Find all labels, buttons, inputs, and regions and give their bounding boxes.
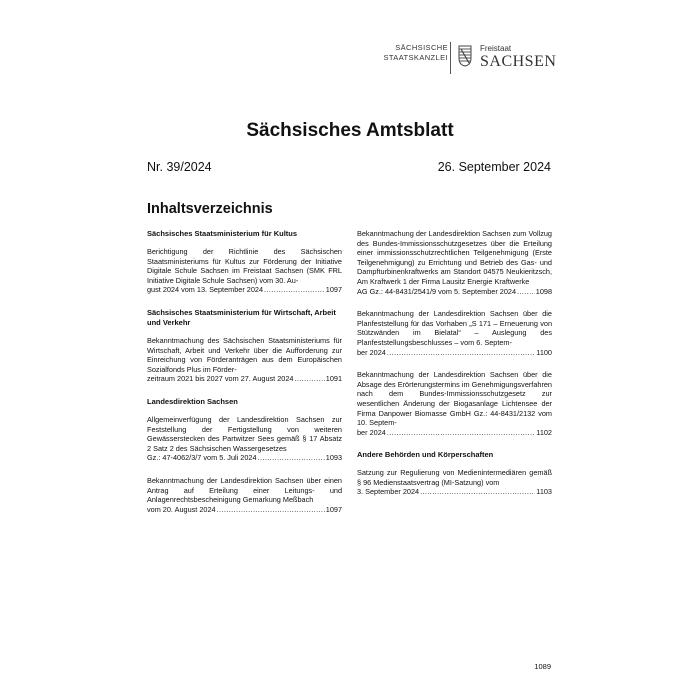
toc-entry-text: Allgemeinverfügung der Landesdirektion Sachsen zur Feststellung der Fertigstellung von weiteren Gewässerstecken des Partwitzer Sees gemäß § 17 Absatz 2 Satz 2 des Sächsischen Wassergesetzes [147, 414, 342, 453]
toc-section-heading: Sächsisches Staatsministerium für Wirtschaft, Arbeit und Verkehr [147, 307, 336, 327]
toc-entry-text: Satzung zur Regulierung von Medienintermediären gemäß § 96 Medienstaatsvertrag (MI-Satzung) vom [357, 468, 552, 487]
toc-entry [357, 229, 552, 296]
dot-leader [420, 487, 535, 497]
toc-entry-leader [357, 287, 552, 297]
toc-entry-page: 1093 [325, 453, 342, 463]
dot-leader [217, 505, 325, 515]
toc-entry-text: Bekanntmachung der Landesdirektion Sachsen über einen Antrag auf Erteilung einer Leitungs- und Anlagenrechtsbescheinigung Gemarkung Meßbach [147, 475, 342, 505]
toc-left-column [147, 229, 342, 527]
toc-right-column [357, 229, 552, 510]
dot-leader [294, 374, 324, 384]
toc-section-heading: Landesdirektion Sachsen [147, 396, 238, 406]
toc-entry-leader [357, 487, 552, 497]
toc-entry [147, 415, 342, 463]
toc-entry-leader [357, 428, 552, 438]
publisher-logo [383, 42, 558, 76]
toc-entry-leader [357, 348, 552, 358]
staatskanzlei-line-2: STAATSKANZLEI [383, 53, 448, 62]
toc-entry-page: 1091 [325, 374, 342, 384]
toc-entry-text-end: Gz.: 47-4062/3/7 vom 5. Juli 2024 [147, 453, 257, 463]
toc-entry-text: Bekanntmachung des Sächsischen Staatsministeriums für Wirtschaft, Arbeit und Verkehr über die Aufforderung zur Einreichung von Förderanträgen aus dem Europäischen Sozialfonds Plus im Förder- [147, 335, 342, 374]
toc-entry-page: 1097 [325, 285, 342, 295]
toc-entry [357, 370, 552, 437]
toc-entry-leader [147, 453, 342, 463]
issue-number: Nr. 39/2024 [147, 160, 212, 174]
logo-divider [450, 42, 451, 74]
toc-entry [147, 247, 342, 295]
dot-leader [517, 287, 535, 297]
toc-entry-text-end: AG Gz.: 44-8431/2541/9 vom 5. September 2024 [357, 286, 517, 296]
dot-leader [387, 348, 535, 358]
freistaat-sachsen-wordmark [480, 44, 556, 70]
toc-entry-text: Bekanntmachung der Landesdirektion Sachsen über die Planfeststellung für das Vorhaben „S 171 – Erneuerung von Stützwänden im Bielatal“ – Auslegung des Planfeststellungsbeschlusses – vom 6. Septem- [357, 309, 552, 347]
toc-entry-text: Bekanntmachung der Landesdirektion Sachsen über die Absage des Erörterungstermins im Genehmigungsverfahren nach dem Bundes-Immissionsschutzgesetz zur wesentlichen Änderung der Biogasanlage Lichtensee der Firma Danpower Biomasse GmbH Gz.: 44-8431/2132 vom 10. Septem- [357, 370, 552, 428]
issue-date: 26. September 2024 [437, 160, 551, 174]
page-number: 1089 [534, 662, 551, 671]
toc-entry-leader [147, 374, 342, 384]
toc-entry-page: 1102 [536, 427, 552, 437]
toc-entry-text-end: gust 2024 vom 13. September 2024 [147, 285, 264, 295]
toc-entry-text-end: 3. September 2024 [357, 487, 420, 497]
toc-entry-text-end: zeitraum 2021 bis 2027 vom 27. August 2024 [147, 374, 294, 384]
toc-entry [147, 336, 342, 384]
toc-entry [147, 476, 342, 514]
toc-entry [357, 309, 552, 357]
toc-entry-text: Bekanntmachung der Landesdirektion Sachsen zum Vollzug des Bundes-Immissionsschutzgesetzes über die Erteilung einer immissionsschutzrechtlichen Teilgenehmigung (Erste Teilgenehmigung) zu Errichtung und Betrieb des Gas- und Dampfturbinenkraftwerks am Standort 04575 Neukieritzsch, Am Kraftwerk 1 der Firma Lausitz Energie Kraftwerke [357, 229, 552, 286]
dot-leader [258, 453, 325, 463]
toc-entry-page: 1098 [535, 286, 552, 296]
staatskanzlei-line-1: SÄCHSISCHE [395, 43, 448, 52]
toc-section-heading: Andere Behörden und Körperschaften [357, 450, 494, 460]
toc-section-heading: Sächsisches Staatsministerium für Kultus [147, 229, 298, 238]
dot-leader [387, 428, 535, 438]
toc-entry-text-end: ber 2024 [357, 427, 386, 437]
toc-entry-page: 1103 [536, 487, 552, 497]
toc-entry-text: Berichtigung der Richtlinie des Sächsischen Staatsministeriums für Kultus zur Förderung der Initiative Digitale Schule Sachsen im Freistaat Sachsen (SMK FRL Initiative Digitale Schule Sachsen) vom 30. Au- [147, 247, 342, 285]
freistaat-label: Freistaat [480, 44, 512, 53]
toc-entry [357, 468, 552, 497]
dot-leader [264, 285, 325, 295]
toc-entry-text-end: ber 2024 [357, 347, 386, 357]
coat-of-arms-icon [458, 45, 472, 67]
sachsen-label: SACHSEN [480, 53, 557, 70]
toc-heading: Inhaltsverzeichnis [147, 201, 273, 217]
toc-entry-leader [147, 285, 342, 295]
document-title: Sächsisches Amtsblatt [246, 120, 454, 141]
staatskanzlei-wordmark [383, 43, 448, 63]
toc-entry-page: 1100 [536, 347, 552, 357]
toc-entry-text-end: vom 20. August 2024 [147, 504, 216, 514]
toc-entry-page: 1097 [325, 504, 342, 514]
toc-entry-leader [147, 505, 342, 515]
